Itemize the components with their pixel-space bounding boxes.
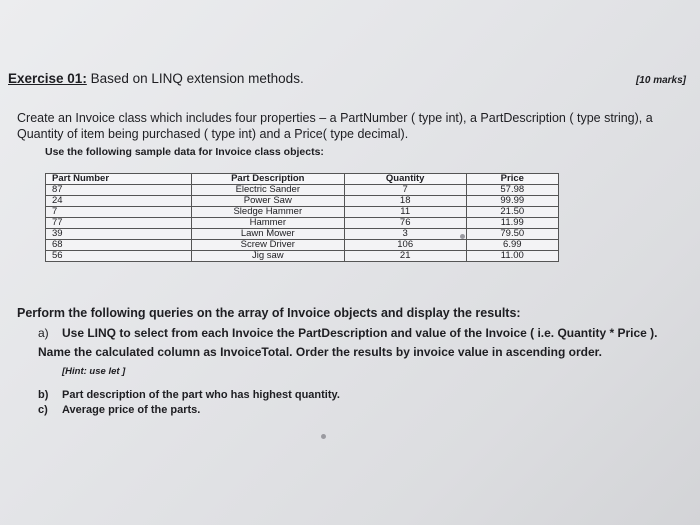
cell-price: 79.50 bbox=[466, 229, 558, 240]
cell-part-number: 77 bbox=[46, 218, 192, 229]
table-header-row bbox=[46, 174, 559, 185]
query-a-text: Use LINQ to select from each Invoice the PartDescription and value of the Invoice ( i.e. Quantity * Price ). Name the calculated column as InvoiceTotal. Order the results by invoice value in ascending order. bbox=[38, 326, 658, 359]
table-row bbox=[46, 251, 559, 262]
cell-quantity: 76 bbox=[344, 218, 466, 229]
cell-part-number: 87 bbox=[46, 185, 192, 196]
cell-part-description: Lawn Mower bbox=[191, 229, 344, 240]
header-price: Price bbox=[466, 174, 558, 185]
cell-part-description: Power Saw bbox=[191, 196, 344, 207]
query-b bbox=[38, 389, 340, 401]
cell-quantity: 3 bbox=[344, 229, 466, 240]
query-c-label: c) bbox=[38, 404, 48, 416]
speck-mark bbox=[460, 234, 465, 239]
table-row bbox=[46, 240, 559, 251]
cell-part-number: 7 bbox=[46, 207, 192, 218]
invoice-sample-table bbox=[45, 173, 559, 262]
cell-part-description: Sledge Hammer bbox=[191, 207, 344, 218]
query-b-text: Part description of the part who has highest quantity. bbox=[62, 389, 340, 401]
perform-instruction: Perform the following queries on the array of Invoice objects and display the results: bbox=[17, 306, 521, 320]
cell-quantity: 21 bbox=[344, 251, 466, 262]
query-a-label: a) bbox=[38, 326, 49, 340]
hint-text: [Hint: use let ] bbox=[62, 366, 126, 377]
table-row bbox=[46, 207, 559, 218]
header-part-number: Part Number bbox=[46, 174, 192, 185]
cell-price: 57.98 bbox=[466, 185, 558, 196]
cell-part-description: Screw Driver bbox=[191, 240, 344, 251]
cell-price: 11.00 bbox=[466, 251, 558, 262]
table-row bbox=[46, 229, 559, 240]
cell-part-number: 68 bbox=[46, 240, 192, 251]
query-b-label: b) bbox=[38, 389, 49, 401]
speck-mark bbox=[321, 434, 326, 439]
cell-part-description: Jig saw bbox=[191, 251, 344, 262]
cell-part-number: 39 bbox=[46, 229, 192, 240]
cell-price: 21.50 bbox=[466, 207, 558, 218]
header-quantity: Quantity bbox=[344, 174, 466, 185]
table-row bbox=[46, 218, 559, 229]
query-c bbox=[38, 404, 200, 416]
table-row bbox=[46, 185, 559, 196]
cell-price: 6.99 bbox=[466, 240, 558, 251]
query-a bbox=[38, 324, 688, 362]
exercise-heading bbox=[8, 71, 304, 86]
exercise-title: Based on LINQ extension methods. bbox=[86, 71, 304, 86]
cell-quantity: 11 bbox=[344, 207, 466, 218]
header-part-description: Part Description bbox=[191, 174, 344, 185]
marks-label: [10 marks] bbox=[635, 75, 686, 86]
table-row bbox=[46, 196, 559, 207]
cell-quantity: 18 bbox=[344, 196, 466, 207]
cell-quantity: 7 bbox=[344, 185, 466, 196]
cell-part-number: 56 bbox=[46, 251, 192, 262]
cell-price: 99.99 bbox=[466, 196, 558, 207]
intro-paragraph: Create an Invoice class which includes four properties – a PartNumber ( type int), a PartDescription ( type string), a Quantity of item being purchased ( type int) and a Price( type decimal). bbox=[17, 111, 653, 141]
cell-part-description: Hammer bbox=[191, 218, 344, 229]
query-c-text: Average price of the parts. bbox=[62, 404, 201, 416]
sample-data-note: Use the following sample data for Invoice class objects: bbox=[45, 146, 324, 158]
cell-quantity: 106 bbox=[344, 240, 466, 251]
exercise-label: Exercise 01: bbox=[8, 71, 87, 86]
cell-part-description: Electric Sander bbox=[191, 185, 344, 196]
cell-part-number: 24 bbox=[46, 196, 192, 207]
cell-price: 11.99 bbox=[466, 218, 558, 229]
